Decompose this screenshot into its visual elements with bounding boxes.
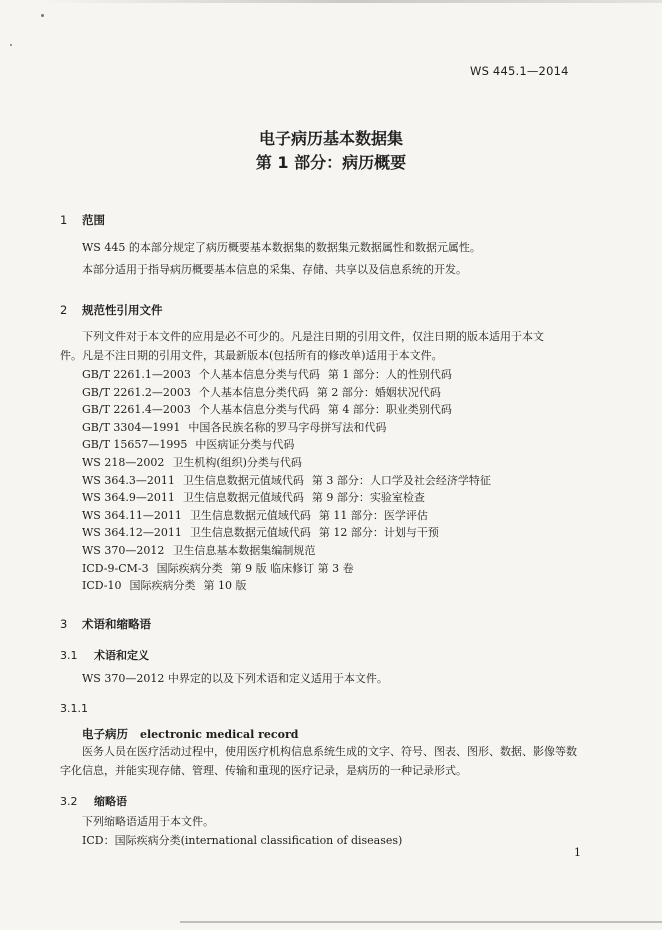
- paragraph: 下列文件对于本文件的应用是必不可少的。凡是注日期的引用文件，仅注日期的版本适用于本文: [82, 330, 544, 343]
- paragraph: WS 370—2012 中界定的以及下列术语和定义适用于本文件。: [82, 672, 388, 685]
- subsection-number: 3.1: [60, 649, 78, 662]
- term-entry: [82, 726, 298, 742]
- section-number: 2: [60, 303, 68, 317]
- section-number: 3: [60, 617, 68, 631]
- reference-item: [82, 456, 302, 470]
- section-number: 1: [60, 213, 68, 227]
- reference-item: [82, 368, 452, 382]
- reference-part: 第 1 部分：人的性别代码: [327, 368, 452, 381]
- reference-code: GB/T 2261.4—2003: [82, 403, 191, 416]
- subsection-title: 缩略语: [94, 795, 127, 808]
- reference-title: 个人基本信息分类与代码: [198, 403, 320, 416]
- reference-item: [82, 386, 441, 400]
- scan-speck: [10, 44, 12, 46]
- reference-title: 中国各民族名称的罗马字母拼写法和代码: [188, 421, 387, 434]
- reference-code: WS 370—2012: [82, 544, 165, 557]
- reference-code: GB/T 2261.1—2003: [82, 368, 191, 381]
- reference-item: [82, 579, 247, 593]
- subsection-3-1-1-number: 3.1.1: [60, 702, 88, 715]
- document-title: 电子病历基本数据集: [258, 129, 403, 148]
- reference-part: 第 10 版: [203, 579, 247, 592]
- page-number: 1: [574, 846, 581, 859]
- scan-edge-line: [40, 0, 662, 3]
- standard-code: WS 445.1—2014: [470, 64, 569, 78]
- section-3-heading: [60, 616, 151, 632]
- reference-code: GB/T 3304—1991: [82, 421, 181, 434]
- reference-part: 第 4 部分：职业类别代码: [327, 403, 452, 416]
- section-title: 术语和缩略语: [82, 617, 151, 631]
- reference-item: [82, 491, 425, 505]
- reference-item: [82, 509, 428, 523]
- reference-code: WS 364.9—2011: [82, 491, 175, 504]
- reference-title: 卫生机构(组织)分类与代码: [172, 456, 302, 469]
- reference-code: GB/T 15657—1995: [82, 438, 188, 451]
- section-2-heading: [60, 302, 163, 318]
- reference-part: 第 9 部分：实验室检查: [311, 491, 425, 504]
- reference-part: 第 11 部分：医学评估: [318, 509, 428, 522]
- reference-item: [82, 421, 386, 435]
- reference-code: ICD-10: [82, 579, 122, 592]
- reference-title: 中医病证分类与代码: [195, 438, 295, 451]
- reference-part: 第 9 版 临床修订 第 3 卷: [230, 562, 354, 575]
- subsection-3-2-heading: [60, 793, 127, 809]
- scan-speck: [41, 14, 44, 17]
- subsection-title: 术语和定义: [94, 649, 149, 662]
- reference-title: 卫生信息数据元值域代码: [189, 509, 311, 522]
- definition-paragraph: 医务人员在医疗活动过程中，使用医疗机构信息系统生成的文字、符号、图表、图形、数据、影像等数: [82, 745, 577, 758]
- reference-code: WS 364.12—2011: [82, 526, 182, 539]
- reference-code: WS 218—2002: [82, 456, 165, 469]
- scan-edge-line: [180, 921, 662, 923]
- paragraph: 本部分适用于指导病历概要基本信息的采集、存储、共享以及信息系统的开发。: [82, 263, 467, 276]
- reference-title: 国际疾病分类: [156, 562, 223, 575]
- subsection-3-1-heading: [60, 647, 149, 663]
- section-1-heading: [60, 212, 105, 228]
- reference-code: GB/T 2261.2—2003: [82, 386, 191, 399]
- reference-item: [82, 438, 294, 452]
- reference-item: [82, 474, 491, 488]
- reference-title: 国际疾病分类: [129, 579, 196, 592]
- reference-item: [82, 403, 452, 417]
- reference-title: 卫生信息数据元值域代码: [189, 526, 311, 539]
- reference-part: 第 12 部分：计划与干预: [318, 526, 439, 539]
- section-title: 范围: [82, 213, 105, 227]
- reference-item: [82, 544, 315, 558]
- paragraph: WS 445 的本部分规定了病历概要基本数据集的数据集元数据属性和数据元属性。: [82, 241, 481, 254]
- reference-part: 第 2 部分：婚姻状况代码: [316, 386, 441, 399]
- definition-paragraph: 字化信息，并能实现存储、管理、传输和重现的医疗记录，是病历的一种记录形式。: [60, 764, 467, 777]
- term-english: electronic medical record: [140, 728, 299, 741]
- abbreviation-entry: ICD：国际疾病分类(international classification of diseases): [82, 834, 403, 847]
- document-subtitle: 第 1 部分：病历概要: [255, 153, 407, 172]
- reference-title: 卫生信息基本数据集编制规范: [172, 544, 316, 557]
- reference-title: 卫生信息数据元值域代码: [182, 474, 304, 487]
- reference-title: 卫生信息数据元值域代码: [182, 491, 304, 504]
- reference-part: 第 3 部分：人口学及社会经济学特征: [311, 474, 491, 487]
- reference-code: WS 364.11—2011: [82, 509, 182, 522]
- term-chinese: 电子病历: [82, 727, 128, 741]
- reference-code: WS 364.3—2011: [82, 474, 175, 487]
- paragraph: 下列缩略语适用于本文件。: [82, 815, 214, 828]
- subsection-number: 3.2: [60, 795, 78, 808]
- reference-title: 个人基本信息分类代码: [198, 386, 309, 399]
- paragraph: 件。凡是不注日期的引用文件，其最新版本(包括所有的修改单)适用于本文件。: [60, 349, 443, 362]
- section-title: 规范性引用文件: [82, 303, 163, 317]
- reference-item: [82, 526, 439, 540]
- reference-item: [82, 562, 354, 576]
- reference-title: 个人基本信息分类与代码: [198, 368, 320, 381]
- reference-code: ICD-9-CM-3: [82, 562, 149, 575]
